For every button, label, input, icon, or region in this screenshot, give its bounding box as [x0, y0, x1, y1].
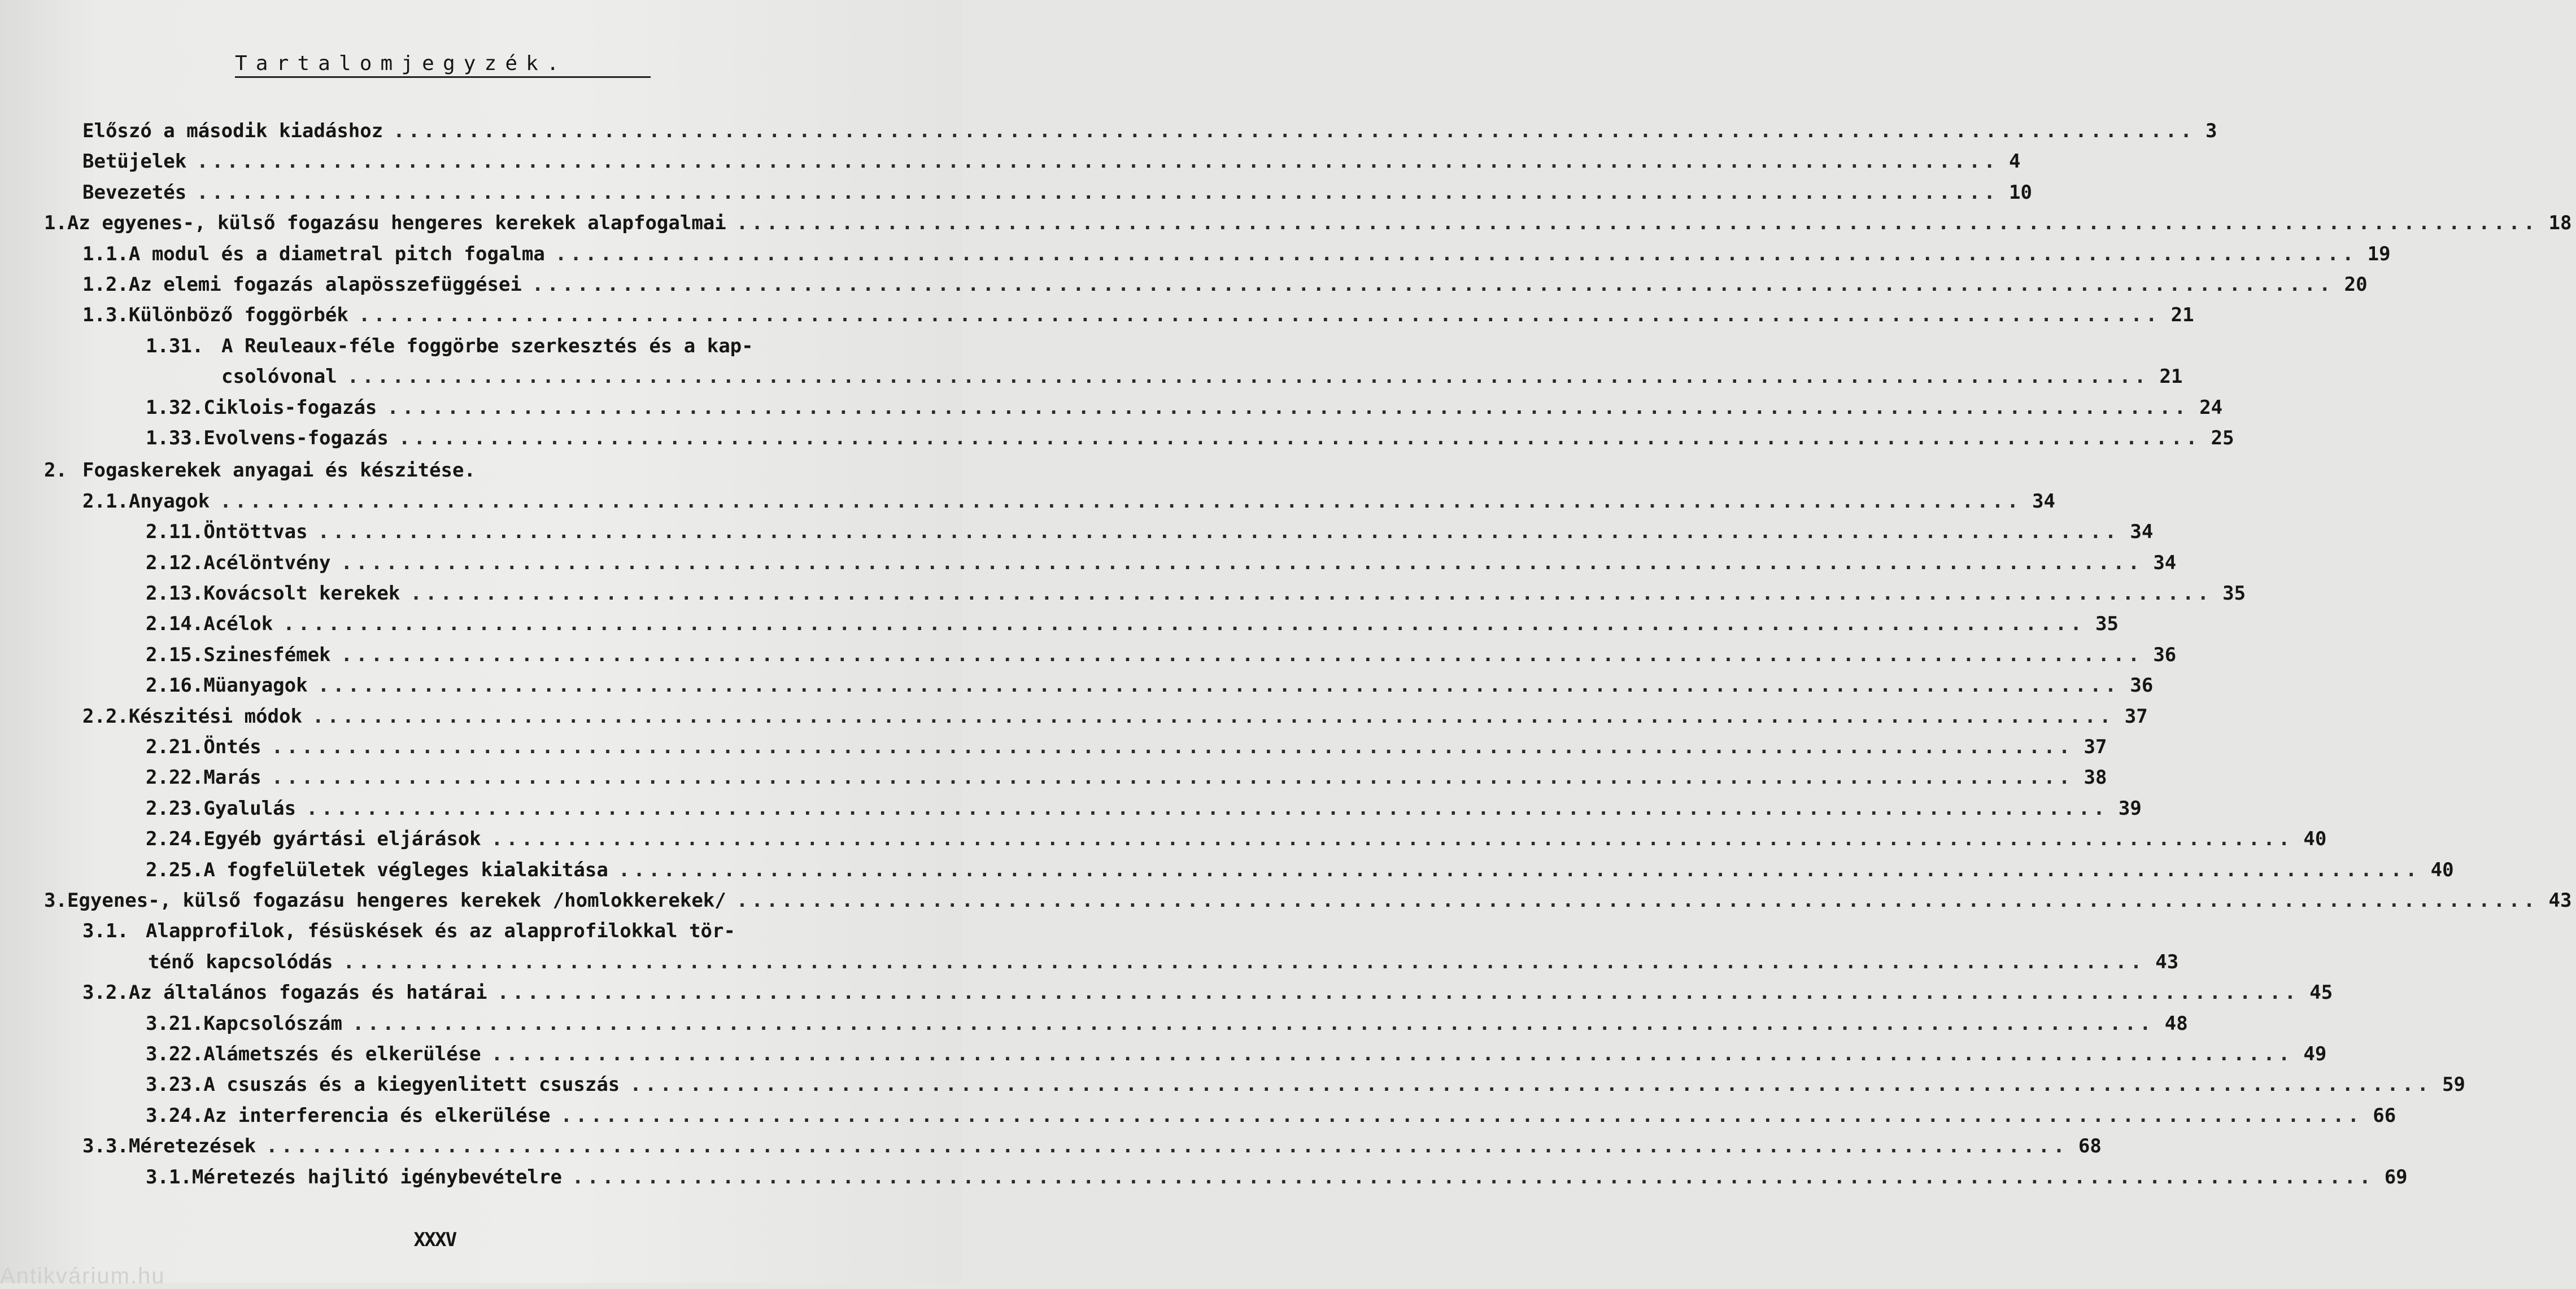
toc-entry-title: Az általános fogazás és határai [128, 981, 487, 1004]
toc-entry-number: 3.2. [82, 981, 129, 1004]
toc-entry-number: 2.13. [146, 582, 204, 605]
dot-leader: ........................................................................................................................ [497, 981, 2300, 1004]
dot-leader: ........................................................................................................................ [341, 643, 2143, 666]
toc-entry-page: 59 [2442, 1073, 2466, 1096]
toc-entry-page: 39 [2118, 797, 2142, 820]
toc-entry-number: 3.1. [82, 920, 129, 943]
toc-entry-number: 1.31. [146, 334, 204, 357]
toc-entry-page: 36 [2153, 643, 2177, 666]
toc-entry-page: 34 [2153, 551, 2177, 574]
toc-entry [221, 357, 2183, 388]
toc-entry-number: 1. [44, 212, 67, 235]
toc-entry [146, 419, 2234, 449]
toc-entry [146, 605, 2119, 636]
toc-entry [146, 636, 2177, 666]
toc-entry-title: Marás [203, 766, 261, 789]
dot-leader: ........................................................................................................................ [352, 1012, 2155, 1035]
toc-entry [146, 513, 2154, 544]
dot-leader: ........................................................................................................................ [555, 242, 2357, 265]
toc-entry [146, 666, 2154, 697]
toc-entry [82, 912, 826, 942]
toc-entry [146, 1158, 2408, 1188]
toc-entry-number: 2.25. [146, 858, 204, 881]
toc-entry [146, 851, 2454, 881]
toc-entry-number: 3.22. [146, 1043, 204, 1065]
toc-entry-page: 20 [2344, 273, 2368, 296]
toc-entry-number: 1.2. [82, 273, 129, 296]
toc-entry-title: Egyéb gyártási eljárások [203, 828, 481, 851]
toc-entry [82, 112, 2217, 142]
toc-entry-page: 69 [2384, 1165, 2408, 1188]
toc-entry-title: Acélok [203, 613, 273, 636]
toc-entry-page: 10 [2009, 181, 2032, 204]
toc-entry [82, 265, 2368, 296]
toc-entry [82, 697, 2148, 728]
toc-entry-number: 2.12. [146, 551, 204, 574]
toc-entry [44, 204, 2572, 235]
toc-entry-page: 3 [2205, 120, 2217, 142]
dot-leader: ........................................................................................................................ [736, 212, 2539, 235]
toc-entry-page: 48 [2164, 1012, 2188, 1035]
toc-entry-page: 43 [2548, 889, 2572, 912]
toc-entry-page: 35 [2095, 613, 2119, 636]
toc-entry [82, 482, 2055, 513]
toc-entry-title: A csuszás és a kiegyenlitett csuszás [203, 1073, 620, 1096]
toc-entry-number: 2.14. [146, 613, 204, 636]
toc-entry-number: 3.23. [146, 1073, 204, 1096]
toc-entry-number: 3.24. [146, 1104, 204, 1127]
toc-entry-title: Gyalulás [203, 797, 297, 820]
dot-leader: ........................................................................................................................ [630, 1073, 2433, 1096]
toc-entry-title: Bevezetés [82, 181, 187, 204]
toc-entry-title: A Reuleaux-féle foggörbe szerkesztés és a kap- [221, 334, 753, 357]
toc-entry [146, 327, 826, 357]
dot-leader: ........................................................................................................................ [271, 736, 2074, 758]
toc-entry [82, 973, 2333, 1004]
toc-entry-page: 66 [2373, 1104, 2396, 1127]
toc-entry-number: 2.15. [146, 643, 204, 666]
dot-leader: ........................................................................................................................ [398, 427, 2201, 449]
toc-entry-title: Kapcsolószám [203, 1012, 342, 1035]
dot-leader: ........................................................................................................................ [491, 1043, 2294, 1065]
toc-entry-title: csolóvonal [221, 365, 337, 388]
toc-entry-title: Méretezések [128, 1135, 256, 1158]
toc-entry-number: 1.32. [146, 396, 204, 419]
toc-entry-page: 68 [2078, 1135, 2102, 1158]
toc-entry-title: Acélöntvény [203, 551, 331, 574]
toc-entry-title: Betüjelek [82, 150, 187, 173]
toc-entry-title: Az interferencia és elkerülése [203, 1104, 551, 1127]
page-number-footer: XXXV [413, 1229, 456, 1251]
toc-entry-title: A modul és a diametral pitch fogalma [128, 242, 545, 265]
dot-leader: ........................................................................................................................ [560, 1104, 2363, 1127]
toc-entry-number: 2.1. [82, 490, 129, 513]
dot-leader: ........................................................................................................................ [317, 521, 2120, 544]
dot-leader: ........................................................................................................................ [341, 551, 2143, 574]
toc-entry-title: Kovácsolt kerekek [203, 582, 400, 605]
toc-entry-page: 18 [2548, 212, 2572, 235]
toc-entry [44, 451, 826, 482]
toc-entry-title: Alámetszés és elkerülése [203, 1043, 481, 1065]
toc-entry-page: 4 [2009, 150, 2021, 173]
toc-entry-title: Fogaskerekek anyagai és készitése. [82, 459, 476, 482]
toc-entry-page: 40 [2303, 828, 2327, 851]
toc-entry [82, 1127, 2102, 1158]
dot-leader: ........................................................................................................................ [306, 797, 2108, 820]
toc-entry [146, 1065, 2466, 1096]
toc-entry [82, 142, 2021, 173]
toc-entry-number: 1.1. [82, 242, 129, 265]
toc-entry-number: 3. [44, 889, 67, 912]
toc-entry-title: Egyenes-, külső fogazásu hengeres kerekek /homlokkerekek/ [67, 889, 726, 912]
toc-entry [146, 544, 2177, 574]
dot-leader: ........................................................................................................................ [283, 613, 2085, 636]
dot-leader: ........................................................................................................................ [312, 705, 2115, 728]
dot-leader: ........................................................................................................................ [393, 120, 2195, 142]
toc-entry-page: 34 [2032, 490, 2055, 513]
watermark: Antikvárium.hu [0, 1264, 165, 1288]
toc-entry-page: 19 [2367, 242, 2391, 265]
toc-entry [44, 881, 2572, 912]
toc-entry [146, 574, 2246, 605]
toc-entry-page: 40 [2430, 858, 2454, 881]
toc-entry-page: 25 [2211, 427, 2234, 449]
toc-entry-page: 37 [2124, 705, 2148, 728]
dot-leader: ........................................................................................................................ [197, 150, 1999, 173]
toc-entry [146, 1035, 2327, 1065]
toc-entry [82, 296, 2194, 327]
toc-entry [146, 1096, 2396, 1127]
toc-entry-number: 2.11. [146, 521, 204, 544]
toc-entry [146, 388, 2223, 419]
dot-leader: ........................................................................................................................ [491, 828, 2294, 851]
toc-entry-title: Méretezés hajlitó igénybevételre [191, 1165, 562, 1188]
toc-entry-title: A fogfelületek végleges kialakitása [203, 858, 608, 881]
toc-entry-title: Szinesfémek [203, 643, 331, 666]
dot-leader: ........................................................................................................................ [358, 304, 2161, 327]
toc-entry-number: 2.16. [146, 674, 204, 697]
toc-entry [146, 820, 2327, 851]
toc-entry-page: 37 [2084, 736, 2107, 758]
toc-entry-title: Öntöttvas [203, 521, 308, 544]
dot-leader: ........................................................................................................................ [347, 365, 2150, 388]
toc-entry-page: 24 [2199, 396, 2223, 419]
dot-leader: ........................................................................................................................ [531, 273, 2334, 296]
toc-entry-title: Az egyenes-, külső fogazásu hengeres kerekek alapfogalmai [67, 212, 726, 235]
dot-leader: ........................................................................................................................ [343, 950, 2146, 973]
toc-entry-page: 38 [2084, 766, 2107, 789]
toc-entry [82, 173, 2032, 204]
toc-entry-number: 1.3. [82, 304, 129, 327]
dot-leader: ........................................................................................................................ [572, 1165, 2374, 1188]
dot-leader: ........................................................................................................................ [271, 766, 2074, 789]
toc-entry-page: 45 [2309, 981, 2333, 1004]
toc-entry [146, 1004, 2188, 1035]
toc-entry-title: ténő kapcsolódás [148, 950, 333, 973]
toc-entry [146, 758, 2107, 789]
toc-entry-number: 2.22. [146, 766, 204, 789]
toc-entry [82, 235, 2391, 265]
toc-entry-title: Evolvens-fogazás [203, 427, 389, 449]
dot-leader: ........................................................................................................................ [410, 582, 2213, 605]
toc-entry-number: 3.21. [146, 1012, 204, 1035]
dot-leader: ........................................................................................................................ [220, 490, 2022, 513]
toc-entry-page: 49 [2303, 1043, 2327, 1065]
toc-entry-title: Különböző foggörbék [128, 304, 348, 327]
toc-entry-number: 3.1. [146, 1165, 192, 1188]
toc-entry-title: Ciklois-fogazás [203, 396, 377, 419]
toc-entry [146, 789, 2142, 820]
toc-entry-number: 2.24. [146, 828, 204, 851]
toc-entry-title: Öntés [203, 736, 261, 758]
page-title: Tartalomjegyzék. [235, 52, 651, 78]
toc-entry [146, 728, 2107, 758]
toc-entry-title: Az elemi fogazás alapösszefüggései [128, 273, 522, 296]
toc-entry-title: Anyagok [128, 490, 210, 513]
dot-leader: ........................................................................................................................ [736, 889, 2539, 912]
toc-entry-number: 2. [44, 459, 67, 482]
toc-entry-number: 2.23. [146, 797, 204, 820]
toc-entry-page: 35 [2222, 582, 2246, 605]
toc-entry-title: Előszó a második kiadáshoz [82, 120, 383, 142]
dot-leader: ........................................................................................................................ [197, 181, 1999, 204]
toc-entry-number: 3.3. [82, 1135, 129, 1158]
toc-entry-page: 36 [2130, 674, 2154, 697]
toc-entry-page: 21 [2159, 365, 2183, 388]
dot-leader: ........................................................................................................................ [317, 674, 2120, 697]
toc-entry-number: 2.2. [82, 705, 129, 728]
dot-leader: ........................................................................................................................ [266, 1135, 2068, 1158]
toc-entry-title: Müanyagok [203, 674, 308, 697]
toc-entry-number: 2.21. [146, 736, 204, 758]
toc-entry-page: 43 [2155, 950, 2179, 973]
toc-entry [148, 943, 2179, 973]
toc-entry-title: Készitési módok [128, 705, 302, 728]
toc-entry-page: 34 [2130, 521, 2154, 544]
toc-entry-number: 1.33. [146, 427, 204, 449]
toc-entry-title: Alapprofilok, fésüskések és az alapprofilokkal tör- [146, 920, 735, 943]
dot-leader: ........................................................................................................................ [387, 396, 2190, 419]
dot-leader: ........................................................................................................................ [618, 858, 2421, 881]
toc-entry-page: 21 [2170, 304, 2194, 327]
